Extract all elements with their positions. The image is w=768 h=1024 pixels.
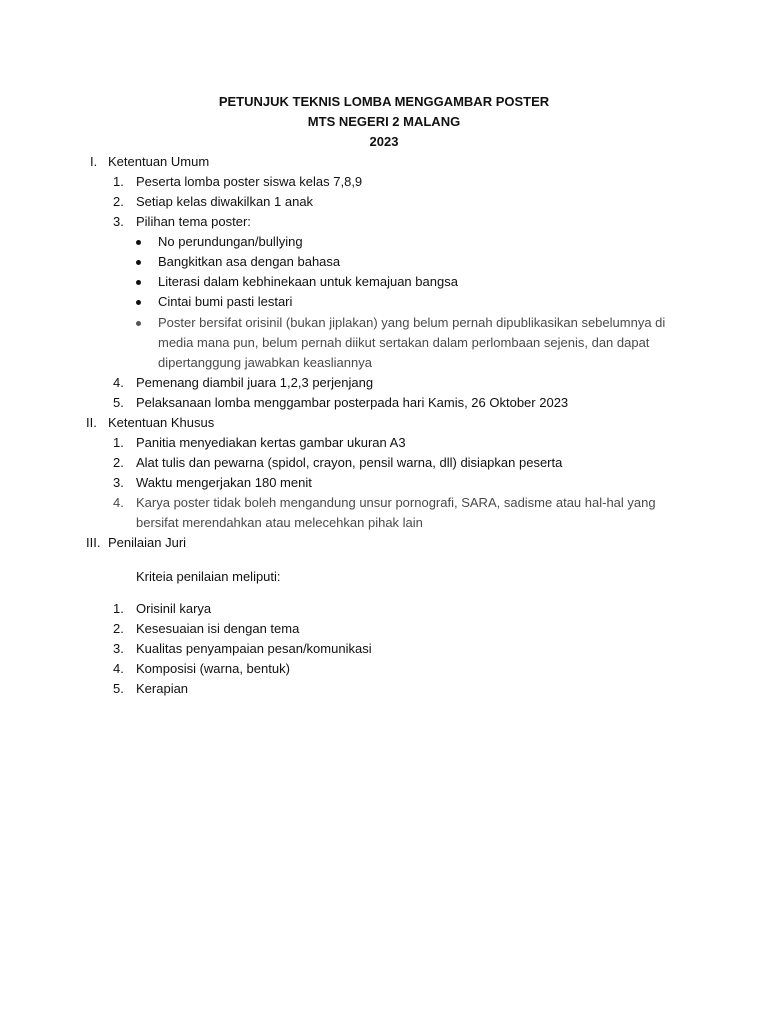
list-item-marker: 2. [113, 621, 124, 636]
criteria-intro: Kriteia penilaian meliputi: [136, 569, 281, 584]
list-item-marker: 5. [113, 395, 124, 410]
list-item-marker: 3. [113, 641, 124, 656]
list-item-marker: 4. [113, 375, 124, 390]
theme-item: Bangkitkan asa dengan bahasa [158, 254, 341, 269]
list-item-marker: 2. [113, 194, 124, 209]
list-item: Alat tulis dan pewarna (spidol, crayon, pensil warna, dll) disiapkan peserta [136, 455, 563, 470]
list-item-marker: 4. [113, 495, 124, 510]
list-item-marker: 4. [113, 661, 124, 676]
list-item-marker: 1. [113, 435, 124, 450]
list-item-marker: 5. [113, 681, 124, 696]
list-item-marker: 1. [113, 601, 124, 616]
list-item: Pilihan tema poster: [136, 214, 251, 229]
section-heading: Ketentuan Umum [108, 154, 210, 169]
list-item-marker: 1. [113, 174, 124, 189]
bullet-icon [136, 260, 141, 265]
theme-item: No perundungan/bullying [158, 234, 303, 249]
list-item-marker: 3. [113, 214, 124, 229]
theme-item: Cintai bumi pasti lestari [158, 294, 293, 309]
list-item-marker: 2. [113, 455, 124, 470]
list-item: Pelaksanaan lomba menggambar posterpada hari Kamis, 26 Oktober 2023 [136, 395, 569, 410]
list-item: Setiap kelas diwakilkan 1 anak [136, 194, 314, 209]
criteria-item: Kerapian [136, 681, 189, 696]
list-item: Karya poster tidak boleh mengandung unsur pornografi, SARA, sadisme atau hal-hal yang [136, 495, 656, 510]
list-item-marker: 3. [113, 475, 124, 490]
section-marker: II. [86, 415, 97, 430]
list-item: Panitia menyediakan kertas gambar ukuran A3 [136, 435, 406, 450]
criteria-item: Orisinil karya [136, 601, 212, 616]
criteria-item: Kesesuaian isi dengan tema [136, 621, 300, 636]
criteria-item: Kualitas penyampaian pesan/komunikasi [136, 641, 372, 656]
list-item: Waktu mengerjakan 180 menit [136, 475, 312, 490]
bullet-icon [136, 321, 141, 326]
criteria-item: Komposisi (warna, bentuk) [136, 661, 290, 676]
bullet-icon [136, 300, 141, 305]
poster-note-line: media mana pun, belum pernah diikut sertakan dalam perlombaan sejenis, dan dapat [158, 335, 650, 350]
list-item-continuation: bersifat merendahkan atau melecehkan pihak lain [136, 515, 423, 530]
list-item: Peserta lomba poster siswa kelas 7,8,9 [136, 174, 363, 189]
poster-note-line: Poster bersifat orisinil (bukan jiplakan) yang belum pernah dipublikasikan sebelumnya di [158, 315, 666, 330]
document-year: 2023 [369, 134, 399, 149]
section-marker: I. [90, 154, 98, 169]
document-title: PETUNJUK TEKNIS LOMBA MENGGAMBAR POSTER [218, 94, 550, 109]
list-item: Pemenang diambil juara 1,2,3 perjenjang [136, 375, 374, 390]
theme-item: Literasi dalam kebhinekaan untuk kemajuan bangsa [158, 274, 458, 289]
section-marker: III. [86, 535, 101, 550]
bullet-icon [136, 240, 141, 245]
school-name: MTS NEGERI 2 MALANG [307, 114, 461, 129]
poster-note-line: dipertanggung jawabkan keasliannya [158, 355, 372, 370]
section-heading: Ketentuan Khusus [108, 415, 215, 430]
bullet-icon [136, 280, 141, 285]
section-heading: Penilaian Juri [108, 535, 187, 550]
